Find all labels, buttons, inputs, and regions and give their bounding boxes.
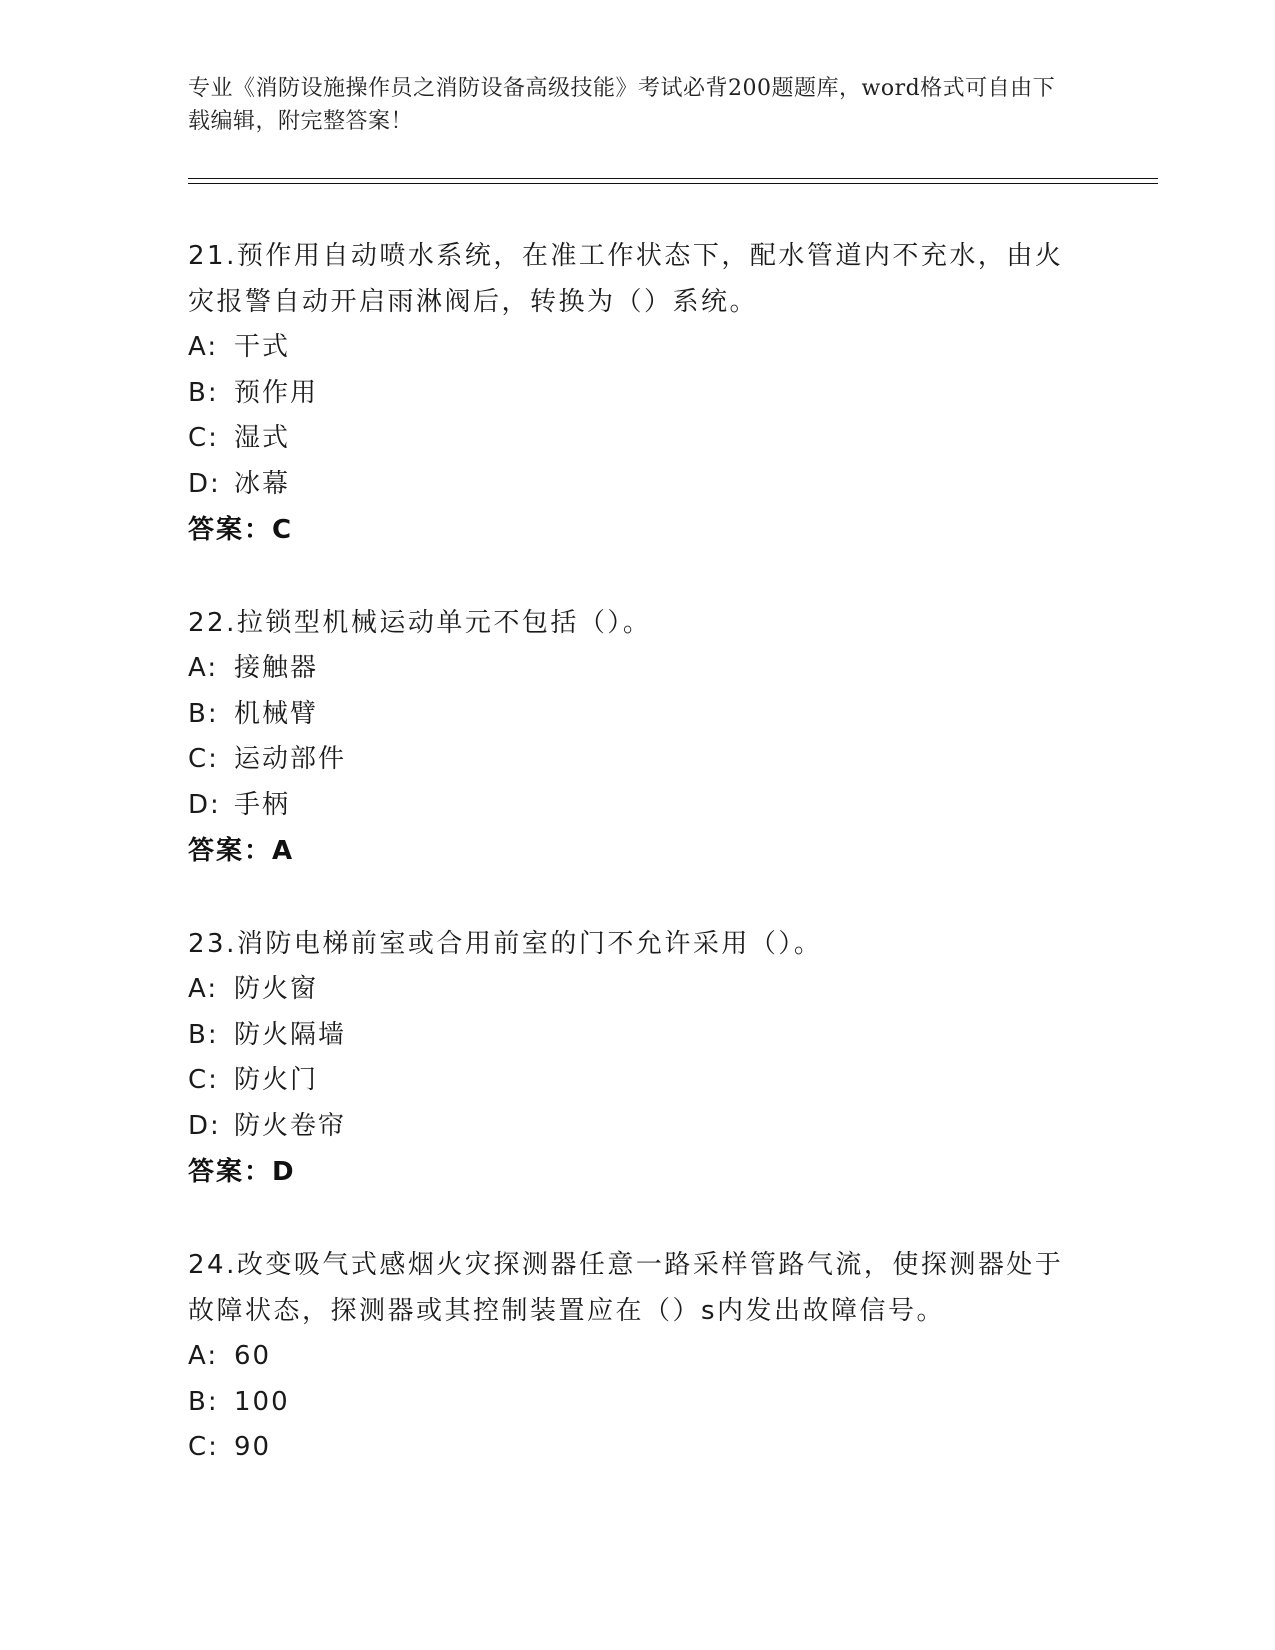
header-divider-top	[188, 178, 1158, 179]
option-text: 60	[234, 1341, 272, 1371]
option-key: A:	[188, 1341, 219, 1371]
option-text: 运动部件	[234, 744, 347, 774]
option-text: 防火隔墙	[234, 1019, 347, 1050]
option-a	[188, 646, 1088, 692]
option-d	[188, 783, 1088, 829]
option-d	[188, 1104, 1088, 1150]
option-text: 机械臂	[234, 698, 319, 729]
option-text: 手柄	[234, 789, 291, 820]
option-text: 90	[234, 1432, 272, 1462]
option-key: D:	[188, 789, 221, 820]
option-text: 冰幕	[234, 468, 291, 499]
option-text: 预作用	[234, 377, 319, 408]
question-24	[188, 1242, 1088, 1471]
option-a	[188, 325, 1088, 371]
option-b	[188, 371, 1088, 417]
option-c	[188, 737, 1088, 783]
option-c	[188, 416, 1088, 462]
question-23	[188, 921, 1088, 1195]
option-c	[188, 1425, 1088, 1471]
option-key: A:	[188, 332, 219, 362]
option-key: B:	[188, 698, 219, 729]
option-key: A:	[188, 974, 219, 1004]
option-a	[188, 1334, 1088, 1380]
option-text: 防火窗	[234, 974, 319, 1004]
header-divider-bottom	[188, 183, 1158, 184]
question-stem: 24.改变吸气式感烟火灾探测器任意一路采样管路气流，使探测器处于故障状态，探测器或其控制装置应在（）s内发出故障信号。	[188, 1250, 1064, 1326]
option-text: 干式	[234, 332, 291, 362]
option-key: C:	[188, 744, 219, 774]
option-key: C:	[188, 1432, 219, 1462]
option-a	[188, 967, 1088, 1013]
question-stem: 23.消防电梯前室或合用前室的门不允许采用（）。	[188, 929, 823, 959]
option-key: C:	[188, 1065, 219, 1095]
answer-line: 答案：D	[188, 1157, 296, 1187]
option-key: D:	[188, 468, 221, 499]
question-stem: 21.预作用自动喷水系统，在准工作状态下，配水管道内不充水，由火灾报警自动开启雨淋阀后，转换为（）系统。	[188, 241, 1064, 317]
question-list	[188, 233, 1088, 1518]
option-b	[188, 1013, 1088, 1059]
option-key: A:	[188, 653, 219, 683]
option-b	[188, 1380, 1088, 1426]
question-stem: 22.拉锁型机械运动单元不包括（）。	[188, 608, 652, 638]
option-d	[188, 462, 1088, 508]
option-text: 100	[234, 1386, 290, 1417]
answer-line: 答案：C	[188, 515, 294, 545]
answer-line: 答案：A	[188, 836, 295, 866]
document-header: 专业《消防设施操作员之消防设备高级技能》考试必背200题题库，word格式可自由下载编辑，附完整答案！	[188, 76, 1056, 134]
option-key: B:	[188, 377, 219, 408]
question-22	[188, 600, 1088, 874]
option-text: 防火门	[234, 1065, 319, 1095]
question-21	[188, 233, 1088, 553]
option-key: B:	[188, 1386, 219, 1417]
option-key: C:	[188, 423, 219, 453]
option-text: 防火卷帘	[234, 1110, 347, 1141]
option-key: D:	[188, 1110, 221, 1141]
option-b	[188, 692, 1088, 738]
option-key: B:	[188, 1019, 219, 1050]
option-c	[188, 1058, 1088, 1104]
option-text: 湿式	[234, 423, 291, 453]
option-text: 接触器	[234, 653, 319, 683]
